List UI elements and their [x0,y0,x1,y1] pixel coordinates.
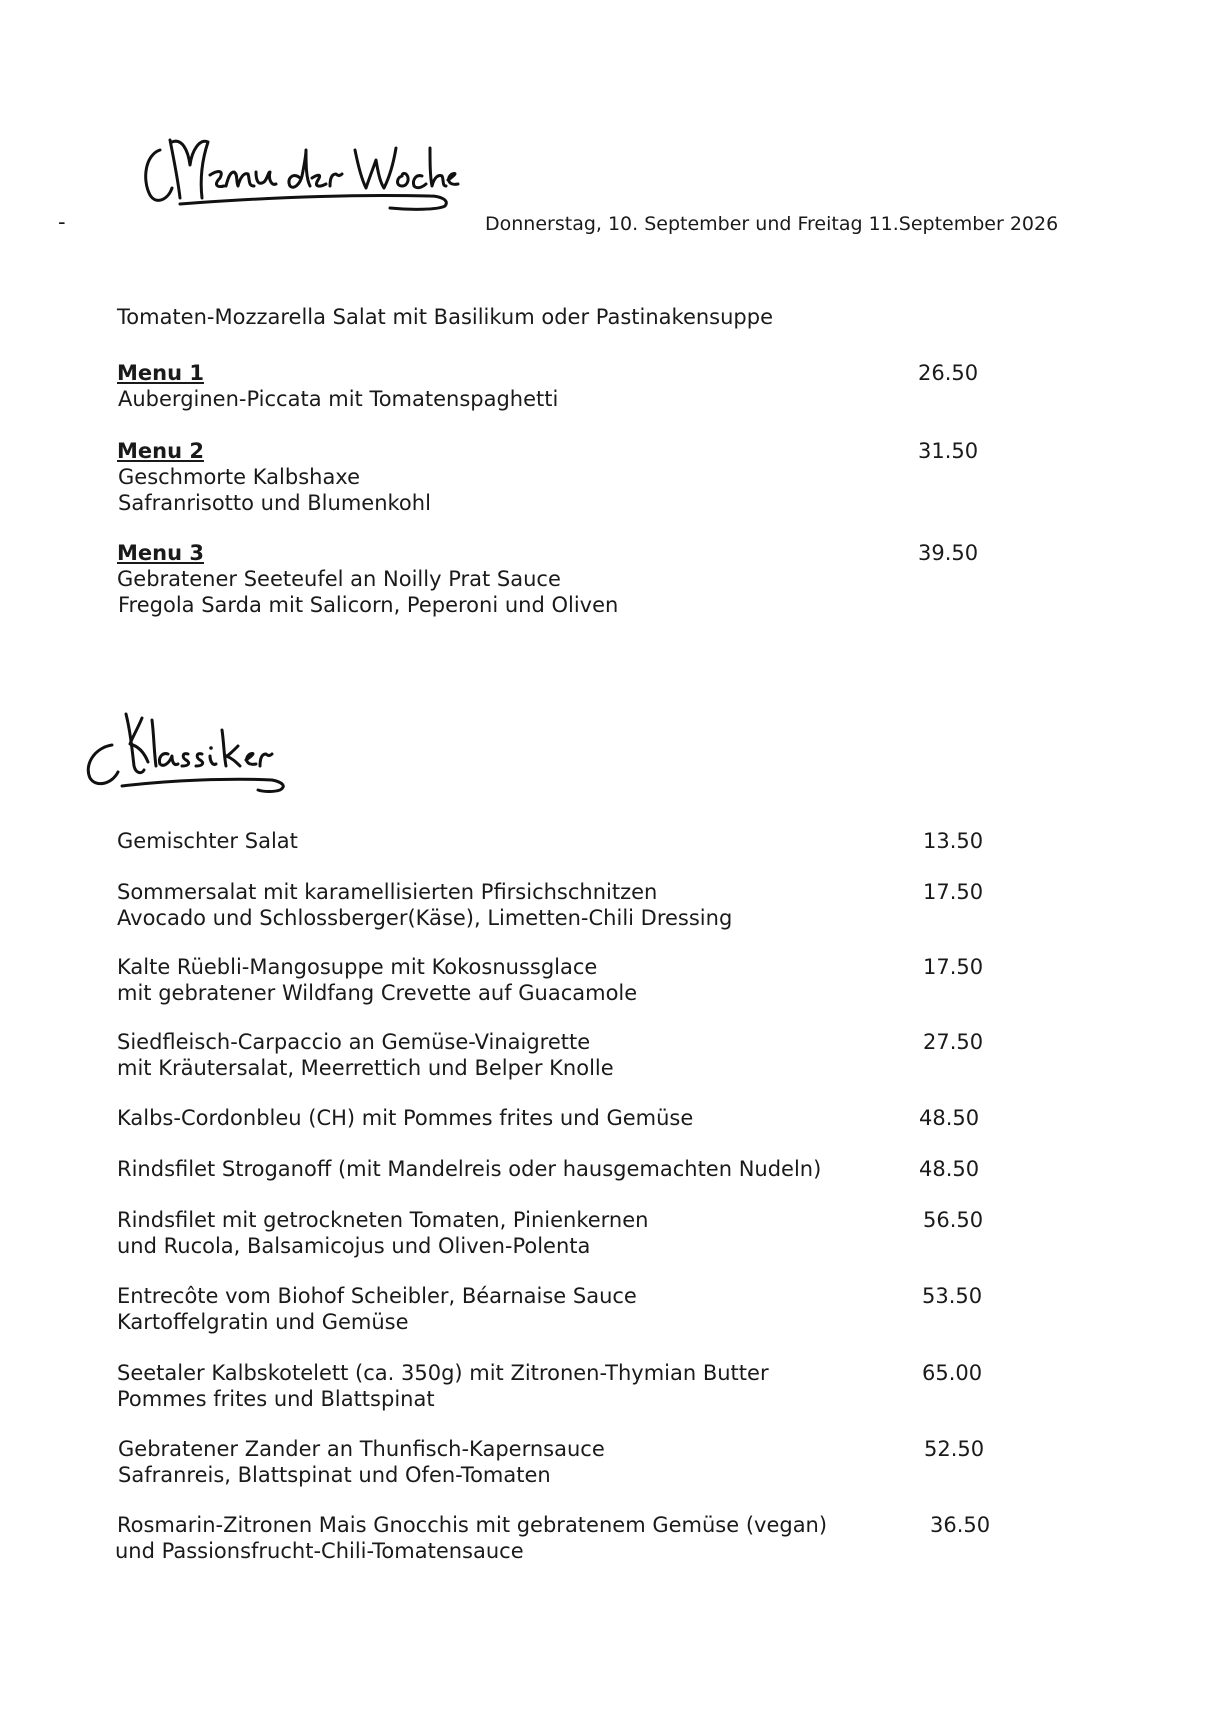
menu-3-price: 39.50 [918,541,979,565]
classic-10-price: 52.50 [924,1437,985,1461]
classic-8-line-1: Entrecôte vom Biohof Scheibler, Béarnaise Sauce [117,1284,637,1308]
classic-10-line-1: Gebratener Zander an Thunfisch-Kapernsauce [118,1437,605,1461]
classic-11-line-1: Rosmarin-Zitronen Mais Gnocchis mit gebratenem Gemüse (vegan) [117,1513,828,1537]
classic-7-line-1: Rindsfilet mit getrockneten Tomaten, Pinienkernen [117,1208,649,1232]
classic-6-line-1: Rindsfilet Stroganoff (mit Mandelreis oder hausgemachten Nudeln) [117,1157,822,1181]
classic-3-price: 17.50 [923,955,984,979]
classic-11-line-2: und Passionsfrucht-Chili-Tomatensauce [115,1539,524,1563]
classic-4-line-2: mit Kräutersalat, Meerrettich und Belper Knolle [117,1056,614,1080]
classic-3-line-2: mit gebratener Wildfang Crevette auf Guacamole [117,981,638,1005]
menu-der-woche-script-title [140,120,460,215]
classic-9-line-2: Pommes frites und Blattspinat [117,1387,435,1411]
menu-2-price: 31.50 [918,439,979,463]
dash-mark: - [58,210,66,234]
classic-11-price: 36.50 [930,1513,991,1537]
starter-text: Tomaten-Mozzarella Salat mit Basilikum oder Pastinakensuppe [117,305,774,329]
menu-1-line-1: Auberginen-Piccata mit Tomatenspaghetti [118,387,559,411]
classic-4-line-1: Siedfleisch-Carpaccio an Gemüse-Vinaigrette [117,1030,591,1054]
menu-2-line-1: Geschmorte Kalbshaxe [118,465,361,489]
menu-3-title: Menu 3 [117,541,204,565]
menu-3-line-2: Fregola Sarda mit Salicorn, Peperoni und Oliven [118,593,619,617]
classic-5-line-1: Kalbs-Cordonbleu (CH) mit Pommes frites und Gemüse [117,1106,694,1130]
menu-2-title: Menu 2 [117,439,204,463]
classic-8-line-2: Kartoffelgratin und Gemüse [117,1310,409,1334]
classic-1-line-1: Gemischter Salat [117,829,298,853]
menu-2-line-2: Safranrisotto und Blumenkohl [118,491,431,515]
classic-5-price: 48.50 [919,1106,980,1130]
classic-4-price: 27.50 [923,1030,984,1054]
classic-7-line-2: und Rucola, Balsamicojus und Oliven-Polenta [117,1234,591,1258]
classic-2-price: 17.50 [923,880,984,904]
classic-6-price: 48.50 [919,1157,980,1181]
classic-10-line-2: Safranreis, Blattspinat und Ofen-Tomaten [118,1463,551,1487]
menu-3-line-1: Gebratener Seeteufel an Noilly Prat Sauce [117,567,561,591]
classic-9-price: 65.00 [922,1361,983,1385]
klassiker-script-title [82,700,292,795]
classic-2-line-1: Sommersalat mit karamellisierten Pfirsichschnitzen [117,880,658,904]
menu-date: Donnerstag, 10. September und Freitag 11.September 2026 [485,213,1059,235]
classic-3-line-1: Kalte Rüebli-Mangosuppe mit Kokosnussglace [117,955,598,979]
classic-7-price: 56.50 [923,1208,984,1232]
classic-2-line-2: Avocado und Schlossberger(Käse), Limetten-Chili Dressing [117,906,733,930]
menu-1-title: Menu 1 [117,361,204,385]
classic-9-line-1: Seetaler Kalbskotelett (ca. 350g) mit Zitronen-Thymian Butter [117,1361,769,1385]
classic-1-price: 13.50 [923,829,984,853]
menu-1-price: 26.50 [918,361,979,385]
classic-8-price: 53.50 [922,1284,983,1308]
